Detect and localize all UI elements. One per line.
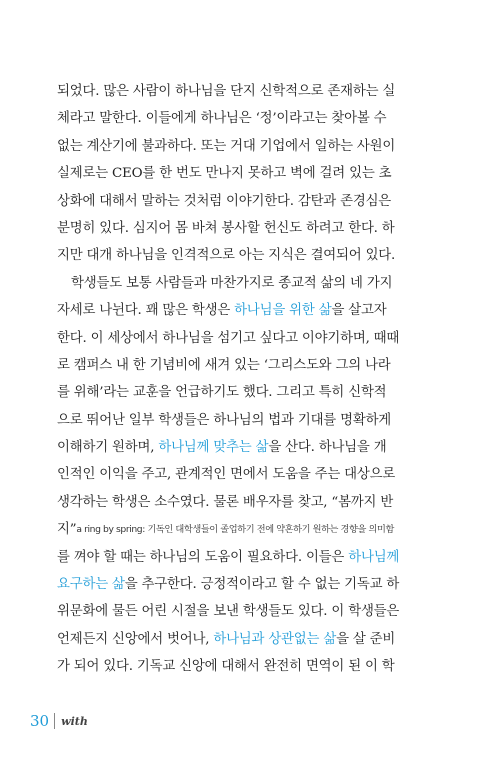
text-line-19: 요구하는 삶 을 추구한다. 긍정적이라고 할 수 없는 기독교 하: [57, 571, 447, 598]
highlight-life-demanding-god-1: 하나님께: [348, 549, 400, 565]
text-line-10: 한다. 이 세상에서 하나님을 섬기고 싶다고 이야기하며, 때때: [57, 330, 400, 346]
highlight-life-apart-from-god: 하나님과 상관없는 삶: [213, 631, 337, 647]
text-line-17: 지” a ring by spring: 기독인 대학생들이 졸업하기 전에 약혼하기 원하는 경향을 의미함: [57, 516, 447, 543]
text-line-21: 언제든지 신앙에서 벗어나, 하나님과 상관없는 삶 을 살 준비: [57, 626, 447, 653]
text-line-8: 학생들도 보통 사람들과 마찬가지로 종교적 삶의 네 가지: [71, 275, 393, 291]
text-line-18: 를 껴야 할 때는 하나님의 도움이 필요하다. 이들은 하나님께: [57, 544, 447, 571]
text-line-11: 로 캠퍼스 내 한 기념비에 새겨 있는 ‘그리스도와 그의 나라: [57, 357, 391, 373]
body-text: [57, 78, 447, 681]
text-line-15: 인적인 이익을 주고, 관계적인 면에서 도움을 주는 대상으로: [57, 467, 396, 483]
text-line-4: 실제로는 CEO를 한 번도 만나지 못하고 벽에 걸려 있는 초: [57, 166, 392, 182]
footnote-a-ring-by-spring: a ring by spring: 기독인 대학생들이 졸업하기 전에 약혼하기 원하는 경향을 의미함: [76, 524, 394, 536]
text-line-16: 생각하는 학생은 소수였다. 물론 배우자를 찾고, “봄까지 반: [57, 494, 394, 510]
text-line-6: 분명히 있다. 심지어 몸 바쳐 봉사할 헌신도 하려고 한다. 하: [57, 220, 395, 236]
text-line-3: 없는 계산기에 불과하다. 또는 거대 기업에서 일하는 사원이: [57, 138, 396, 154]
text-line-12: 를 위해’라는 교훈을 언급하기도 했다. 그리고 특히 신학적: [57, 385, 387, 401]
page-number: 30: [30, 712, 50, 730]
text-line-14: 이해하기 원하며, 하나님께 맞추는 삶 을 산다. 하나님을 개: [57, 434, 447, 461]
text-line-20: 위문화에 물든 어린 시절을 보낸 학생들도 있다. 이 학생들은: [57, 604, 400, 620]
text-line-7: 지만 대개 하나님을 인격적으로 아는 지식은 결여되어 있다.: [57, 248, 396, 264]
text-line-1: 되었다. 많은 사람이 하나님을 단지 신학적으로 존재하는 실: [57, 84, 396, 99]
brand-logo-text: with: [61, 714, 88, 728]
footer-divider: [54, 713, 55, 729]
highlight-life-aligned-to-god: 하나님께 맞추는 삶: [158, 440, 269, 456]
text-line-9: 자세로 나뉜다. 꽤 많은 학생은 하나님을 위한 삶 을 살고자: [57, 297, 447, 324]
highlight-life-demanding-god-2: 요구하는 삶: [57, 577, 125, 593]
highlight-life-for-god: 하나님을 위한 삶: [234, 303, 332, 319]
text-line-2: 체라고 말한다. 이들에게 하나님은 ‘정’이라고는 찾아볼 수: [57, 111, 387, 127]
text-line-5: 상화에 대해서 말하는 것처럼 이야기한다. 감탄과 존경심은: [57, 193, 392, 209]
page-footer: [30, 712, 88, 730]
text-line-13: 으로 뛰어난 일부 학생들은 하나님의 법과 기대를 명확하게: [57, 412, 392, 428]
text-line-22: 가 되어 있다. 기독교 신앙에 대해서 완전히 면역이 된 이 학: [57, 659, 395, 675]
